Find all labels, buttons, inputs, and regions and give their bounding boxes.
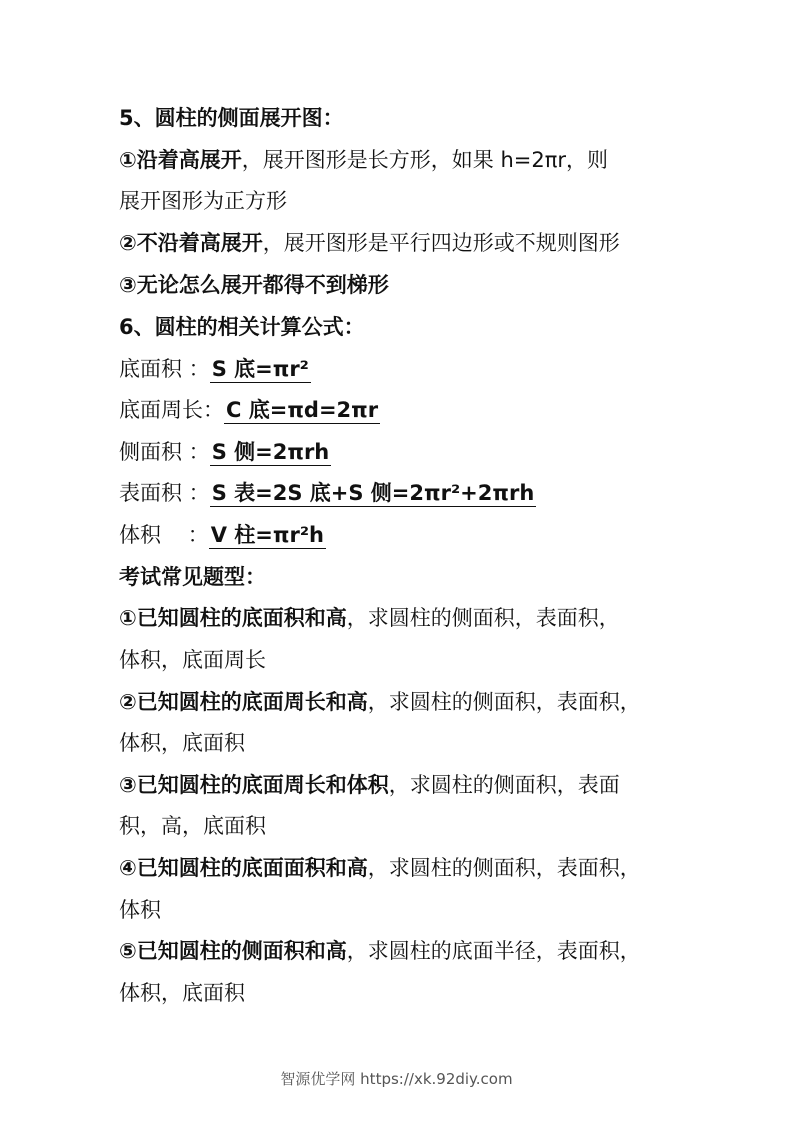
- exam-question-1-text: ，求圆柱的侧面积，表面积，: [346, 606, 620, 630]
- exam-question-2-continued: 体积，底面积: [119, 731, 245, 755]
- exam-question-5: [119, 937, 683, 965]
- exam-question-4-text: ，求圆柱的侧面积，表面积，: [367, 856, 641, 880]
- exam-question-2-text: ，求圆柱的侧面积，表面积，: [367, 690, 641, 714]
- formula-row-lateral-area: [119, 438, 331, 466]
- exam-question-1: [119, 604, 683, 632]
- exam-question-3: [119, 771, 683, 799]
- formula-row-base-area: [119, 355, 311, 383]
- exam-question-3-text: ，求圆柱的侧面积，表面: [388, 773, 620, 797]
- formula-label: 侧面积 ：: [119, 440, 210, 464]
- section-5-item-1: [119, 146, 683, 174]
- exam-question-3-bold: ③已知圆柱的底面周长和体积: [119, 773, 389, 797]
- formula-text: V 柱=πr²h: [210, 523, 324, 547]
- formula-label: 底面周长：: [119, 398, 224, 422]
- formula-text: S 底=πr²: [211, 357, 309, 381]
- formula-row-surface-area: [119, 479, 536, 507]
- section-5-item-2-text: ，展开图形是平行四边形或不规则图形: [262, 231, 620, 255]
- exam-question-1-bold: ①已知圆柱的底面积和高: [119, 606, 347, 630]
- exam-question-5-text: ，求圆柱的底面半径，表面积，: [346, 939, 641, 963]
- section-5-item-1-continued: 展开图形为正方形: [119, 189, 287, 213]
- exam-title: 考试常见题型：: [119, 565, 266, 589]
- page-footer-watermark: 智源优学网 https://xk.92diy.com: [280, 1070, 513, 1088]
- exam-question-2: [119, 688, 683, 716]
- exam-question-2-bold: ②已知圆柱的底面周长和高: [119, 690, 368, 714]
- section-6-title: 6、圆柱的相关计算公式：: [119, 315, 365, 339]
- section-5-item-3: ③无论怎么展开都得不到梯形: [119, 273, 389, 297]
- formula-label: 体积 ：: [119, 523, 209, 547]
- exam-question-3-continued: 积，高，底面积: [119, 814, 266, 838]
- formula-row-base-perimeter: [119, 396, 380, 424]
- exam-question-4-bold: ④已知圆柱的底面面积和高: [119, 856, 368, 880]
- exam-question-5-bold: ⑤已知圆柱的侧面积和高: [119, 939, 347, 963]
- section-5-title: 5、圆柱的侧面展开图：: [119, 106, 344, 130]
- exam-question-4: [119, 854, 683, 882]
- formula-row-volume: [119, 521, 326, 549]
- formula-label: 表面积 ：: [119, 481, 210, 505]
- section-5-item-1-text: ，展开图形是长方形，如果 h=2πr，则: [241, 148, 608, 172]
- formula-text: C 底=πd=2πr: [226, 398, 379, 422]
- section-5-item-2-bold: ②不沿着高展开: [119, 231, 263, 255]
- formula-text: S 侧=2πrh: [211, 440, 330, 464]
- exam-question-1-continued: 体积，底面周长: [119, 648, 266, 672]
- section-5-item-1-bold: ①沿着高展开: [119, 148, 242, 172]
- exam-question-4-continued: 体积: [119, 898, 161, 922]
- formula-label: 底面积 ：: [119, 357, 210, 381]
- exam-question-5-continued: 体积，底面积: [119, 981, 245, 1005]
- section-5-item-2: [119, 229, 683, 257]
- formula-text: S 表=2S 底+S 侧=2πr²+2πrh: [211, 481, 535, 505]
